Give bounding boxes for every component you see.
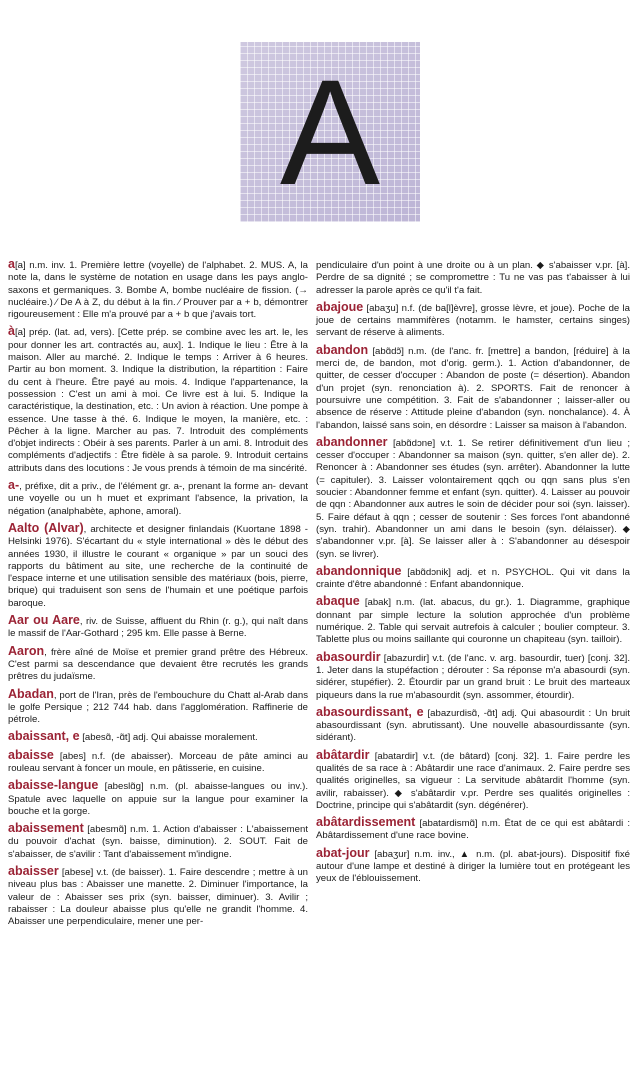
- entry: a[a] n.m. inv. 1. Première lettre (voyelle) de l'alphabet. 2. MUS. A, la note la, dans le système de notation en usage dans les pays anglo-saxons et germaniques. 3. Bombe A, bombe nucléaire de fission. (→ nucléaire.) ⁄ De A à Z, du début à la fin. ⁄ Prouver par a + b, démontrer rigoureusement : Elle m'a prouvé par a + b que j'avais tort.: [8, 257, 308, 321]
- letter-heading-box: [240, 42, 420, 222]
- big-letter: A: [279, 48, 381, 216]
- entry: abasourdissant, e [abazurdisɑ̃, -ɑ̃t] adj. Qui abasourdit : Un bruit abasourdissant (syn. abrutissant). Une nouvelle abasourdissante (syn. sidérant).: [316, 704, 630, 744]
- entry: abaisse-langue [abeslɑ̃g] n.m. (pl. abaisse-langues ou inv.). Spatule avec laquelle on appuie sur la langue pour examiner la bouche et la gorge.: [8, 778, 308, 817]
- entry: abaissant, e [abesɑ̃, -ɑ̃t] adj. Qui abaisse moralement.: [8, 729, 258, 744]
- entry: abandon [abɑ̃dɔ̃] n.m. (de l'anc. fr. [mettre] a bandon, [réduire] à la merci de, de bandon, mot d'orig. germ.). 1. Action d'abandonner, de quitter, de cesser d'occuper : Abandon de poste (= désertion). Abandon d'un projet (syn. renonciation à). 2. SPORTS. Fait de renoncer à poursuivre une compétition. 3. Fait de s'abandonner ; laisser-aller ou absence de réserve : Attitude pleine d'abandon (syn. nonchalance). 4. À l'abandon, laissé sans soin, en désordre : Laisser sa maison à l'abandon.: [316, 342, 630, 431]
- entry: abaissement [abesmɑ̃] n.m. 1. Action d'abaisser : L'abaissement du pouvoir d'achat (syn. baisse, diminution). 2. SOUT. Fait de s'abaisser, de s'avilir : Tant d'abaissement m'indigne.: [8, 821, 308, 860]
- entry: Aalto (Alvar), architecte et designer finlandais (Kuortane 1898 - Helsinki 1976). S'écartant du « style international » dès le début des années 1930, il illustre le courant « organique » par un souci des rapports du bâtiment au site, une recherche de la continuité de l'espace interne et une utilisation sensible des matériaux (bois, pierre, brique) qui traduisent son sens de l'humain et une poétique parfois baroque.: [8, 520, 308, 609]
- entry: Abadan, port de l'Iran, près de l'embouchure du Chatt al-Arab dans le golfe Persique ; 212 744 hab. dans l'agglomération. Raffinerie de pétrole.: [8, 686, 308, 726]
- entry: abaque [abak] n.m. (lat. abacus, du gr.). 1. Diagramme, graphique donnant par simple lecture la solution approchée d'un problème numérique. 2. Table qui servait autrefois à calculer ; boulier compteur. 3. Tablette plus ou moins saillante qui couronne un chapiteau (syn. tailloir).: [316, 594, 630, 646]
- entry: abandonnique [abɑ̃dɔnik] adj. et n. PSYCHOL. Qui vit dans la crainte d'être abandonné : Enfant abandonnique.: [316, 563, 630, 591]
- entry: Aar ou Aare, riv. de Suisse, affluent du Rhin (r. g.), qui naît dans le massif de l'Aar-Gothard ; 295 km. Elle passe à Berne.: [8, 613, 308, 640]
- left-column: [8, 258, 308, 933]
- entry: abasourdir [abazurdir] v.t. (de l'anc. v. arg. basourdir, tuer) [conj. 32]. 1. Jeter dans la stupéfaction ; dérouter : Sa réponse m'a abasourdi (syn. sidérer, stupéfier). 2. Étourdir par un grand bruit : Le bruit des marteaux piqueurs dans la rue m'abasourdit (syn. assommer, étourdir).: [316, 649, 630, 701]
- entry: abajoue [abaʒu] n.f. (de ba[l]èvre], grosse lèvre, et joue). Poche de la joue de certains mammifères (notamm. le hamster, certains singes) servant de réserve à aliments.: [316, 299, 630, 339]
- entry: abâtardir [abatardir] v.t. (de bâtard) [conj. 32]. 1. Faire perdre les qualités de sa race à : Abâtardir une race d'animaux. 2. Faire perdre ses qualités originelles, sa vigueur : La servitude abâtardit l'homme (syn. avilir, rabaisser). ◆ s'abâtardir v.pr. Perdre ses qualités originelles : Doctrine, principe qui s'abâtardit (syn. dégénérer).: [316, 747, 630, 811]
- entry: Aaron, frère aîné de Moïse et premier grand prêtre des Hébreux. C'est parmi sa descendance que devaient être recrutés les grands prêtres du judaïsme.: [8, 643, 308, 683]
- right-column: [316, 258, 630, 890]
- entry: pendiculaire d'un point à une droite ou à un plan. ◆ s'abaisser v.pr. [à]. Perdre de sa dignité ; se compromettre : Tu ne vas pas t'abaisser à lui adresser la parole après ce qu'il t'a fait.: [316, 260, 630, 296]
- entry: abaisse [abes] n.f. (de abaisser). Morceau de pâte aminci au rouleau servant à foncer un moule, en pâtisserie, en cuisine.: [8, 747, 308, 774]
- entry: abaisser [abese] v.t. (de baisser). 1. Faire descendre ; mettre à un niveau plus bas : Abaisser une manette. 2. Diminuer l'importance, la valeur de : Abaisser ses prix (syn. baisser, diminuer). 3. Avilir ; rabaisser : La douleur abaisse plus qu'elle ne grandit l'homme. 4. Abaisser une perpendiculaire, mener une per-: [8, 864, 308, 928]
- entry: abâtardissement [abatardismɑ̃] n.m. État de ce qui est abâtardi : Abâtardissement d'une race bovine.: [316, 815, 630, 842]
- entry: à[a] prép. (lat. ad, vers). [Cette prép. se combine avec les art. le, les pour donner les art. contractés au, aux]. 1. Indique le lieu : Être à la maison. Aller au marché. 2. Indique le temps : Arriver à 6 heures. Partir au bon moment. 3. Indique la distribution, la répartition : Faire du cent à l'heure. Être payé au mois. 4. Indique l'appartenance, la possession : C'est un ami à moi. Ce livre est à lui. 5. Indique la caractéristique, la destination, etc. : Un avion à réaction. Une pompe à essence. Une tasse à thé. 6. Indique le moyen, la manière, etc. : Pêcher à la ligne. Marcher au pas. 7. Introduit des compléments d'objet indirects : Obéir à ses parents. Parler à un ami. 8. Introduit des compléments d'adjectifs : Être fidèle à sa parole. 9. Introduit certains attributs dans des locutions : Je vous prends à témoin de ma sincérité.: [8, 324, 308, 474]
- entry: abandonner [abɑ̃dɔne] v.t. 1. Se retirer définitivement d'un lieu ; cesser d'occuper : Abandonner sa maison (syn. quitter, s'en aller de). 2. Renoncer à : Abandonner ses études (syn. arrêter). Abandonner la lutte (= capituler). 3. Laisser volontairement qqch ou qqn sans plus s'en soucier : Abandonner femme et enfant (syn. quitter). 4. Laisser au pouvoir de qqn : Abandonner aux autres le soin de décider pour soi (syn. laisser). 5. Faire défaut à qqn ; cesser de soutenir : Ses forces l'ont abandonné (syn. trahir). Abandonner un ami dans le besoin (syn. délaisser). ◆ s'abandonner v.pr. [à]. Se laisser aller à : S'abandonner au désespoir (syn. se livrer).: [316, 434, 630, 560]
- entry: abat-jour [abaʒur] n.m. inv., ▲ n.m. (pl. abat-jours). Dispositif fixé autour d'une lampe et destiné à diriger la lumière tout en protégeant les yeux de l'éblouissement.: [316, 845, 630, 885]
- entry: a-, préfixe, dit a priv., de l'élément gr. a-, prenant la forme an- devant une voyelle ou un h muet et exprimant l'absence, la privation, la négation (analphabète, aphone, amoral).: [8, 478, 308, 517]
